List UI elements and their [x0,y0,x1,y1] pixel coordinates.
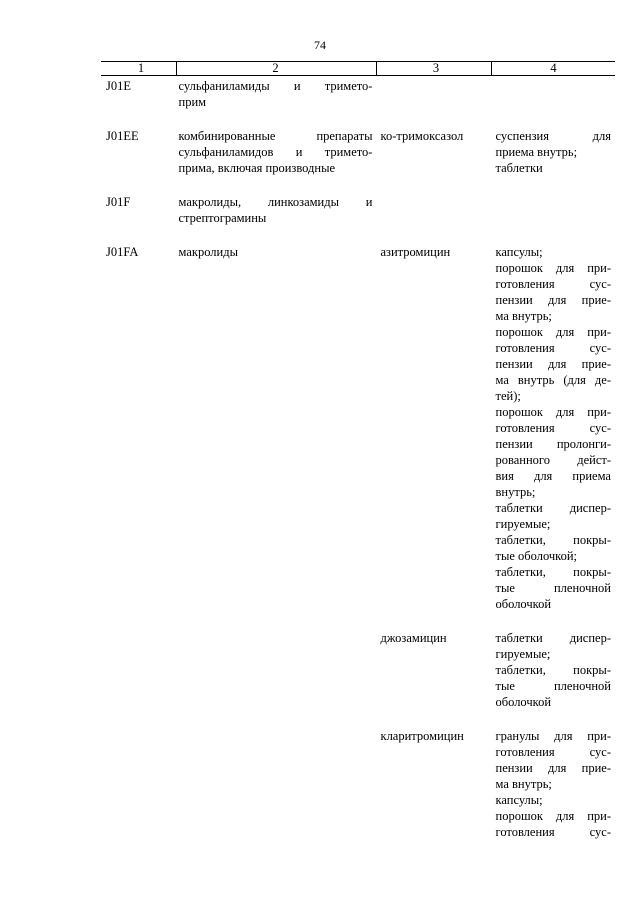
text-line [496,824,612,840]
dosage-forms-cell [492,726,616,840]
word: таблетки [495,631,543,645]
word: для [554,729,573,743]
text-line [496,500,612,516]
text-line [496,388,612,404]
word: гируемые; [495,517,551,531]
word: тей); [495,389,521,403]
word: покры- [573,533,611,547]
text-line [496,678,612,694]
word: при- [587,261,611,275]
table-row [101,76,615,111]
word: тримето- [324,79,373,93]
table-body [101,76,615,841]
word: дейст- [577,453,611,467]
text-line [179,128,373,144]
text-line [179,194,373,210]
row-spacer [101,176,615,192]
table-row [101,726,615,840]
text-line [496,532,612,548]
text-line [496,144,612,160]
word: готовления [495,421,555,435]
text-line [496,596,612,612]
table-header-row [101,62,615,76]
drug-name-cell [377,76,492,111]
word: тые [495,581,515,595]
word: диспер- [569,631,611,645]
text-line [496,128,612,144]
column-header-3: 3 [377,62,492,76]
word: рованного [495,453,550,467]
word: де- [594,373,611,387]
row-spacer [101,612,615,628]
drug-name-cell [377,192,492,226]
text-line [496,420,612,436]
word: покры- [573,663,611,677]
text-line [496,160,612,176]
atc-code-cell [101,628,177,710]
word: готовления [495,277,555,291]
word: при- [587,325,611,339]
word: прима, включая производные [178,161,336,175]
table-row [101,192,615,226]
word: сус- [589,745,611,759]
word: пленочной [553,679,611,693]
word: (для [563,373,586,387]
text-line [496,308,612,324]
text-line [496,630,612,646]
word: комбинированные [178,129,276,143]
row-spacer-cell [101,710,615,726]
word: капсулы; [495,793,543,807]
atc-group-cell [177,192,377,226]
row-spacer-cell [101,110,615,126]
column-header-1: 1 [101,62,177,76]
word: макролиды, [178,195,242,209]
word: для [592,129,611,143]
text-line [496,436,612,452]
atc-code-cell: J01E [106,79,131,93]
atc-code-cell: J01FA [106,245,139,259]
row-spacer [101,226,615,242]
word: ма внутрь; [495,777,552,791]
word: таблетки [495,161,543,175]
text-line [179,210,373,226]
row-spacer [101,710,615,726]
text-line [496,792,612,808]
word: оболочкой [495,695,552,709]
word: и [293,79,301,93]
row-spacer-cell [101,226,615,242]
text-line [496,694,612,710]
text-line [496,276,612,292]
word: тые оболочкой; [495,549,578,563]
atc-group-cell [177,76,377,111]
word: таблетки, [495,565,546,579]
text-line [496,564,612,580]
word: для [533,469,553,483]
column-header-4: 4 [492,62,616,76]
word: сус- [589,421,611,435]
word: при- [587,809,611,823]
dosage-forms-cell [492,242,616,612]
page-number: 74 [314,38,326,52]
word: таблетки, [495,663,546,677]
word: для [548,293,567,307]
word: сульфаниламидов [178,145,274,159]
word: диспер- [569,501,611,515]
text-line [496,404,612,420]
word: для [555,405,575,419]
text-line [496,548,612,564]
row-spacer-cell [101,176,615,192]
dosage-forms-cell [492,76,616,111]
word: порошок [495,809,543,823]
word: при- [587,405,611,419]
text-line [496,728,612,744]
text-line [496,244,612,260]
word: пензии [495,761,533,775]
word: суспензия [495,129,549,143]
word: пензии [495,357,533,371]
word: сус- [589,341,611,355]
word: прие- [581,357,611,371]
word: стрептограмины [178,211,267,225]
text-line [496,744,612,760]
text-line [496,776,612,792]
atc-group-cell [177,242,377,612]
word: пленочной [553,581,611,595]
text-line [496,808,612,824]
text-line [496,580,612,596]
text-line [496,340,612,356]
word: порошок [495,325,543,339]
word: вия [495,469,514,483]
word: для [548,761,567,775]
text-line [496,662,612,678]
text-line [496,516,612,532]
atc-group-cell [177,126,377,176]
word: пролонги- [556,437,611,451]
row-spacer [101,110,615,126]
word: при- [587,729,611,743]
word: для [555,809,575,823]
text-line [179,244,373,260]
word: приема [572,469,611,483]
dosage-forms-cell [492,126,616,176]
word: прим [178,95,207,109]
word: ма [495,373,509,387]
word: гируемые; [495,647,551,661]
text-line [496,356,612,372]
word: покры- [573,565,611,579]
word: линкозамиды [267,195,340,209]
dosage-forms-cell [492,192,616,226]
table-row [101,628,615,710]
text-line [496,260,612,276]
word: для [555,261,575,275]
word: гранулы [495,729,540,743]
text-line [496,292,612,308]
word: пензии [495,293,533,307]
text-line [496,372,612,388]
drug-name-cell: кларитромицин [380,729,464,743]
word: для [555,325,575,339]
drug-name-cell: азитромицин [380,245,451,259]
atc-group-cell [177,628,377,710]
text-line [179,94,373,110]
text-line [179,78,373,94]
atc-code-cell [101,726,177,840]
text-line [496,484,612,500]
word: приема внутрь; [495,145,578,159]
word: порошок [495,261,543,275]
text-line [496,468,612,484]
word: внутрь [517,373,555,387]
row-spacer-cell [101,612,615,628]
text-line [496,324,612,340]
atc-code-cell: J01EE [106,129,139,143]
table-row [101,242,615,612]
word: и [295,145,303,159]
word: готовления [495,341,555,355]
text-line [179,144,373,160]
word: прие- [581,761,611,775]
table-row [101,126,615,176]
word: сус- [589,825,611,839]
word: и [365,195,373,209]
word: тые [495,679,515,693]
word: оболочкой [495,597,552,611]
word: тримето- [324,145,373,159]
word: таблетки [495,501,543,515]
atc-group-cell [177,726,377,840]
drug-name-cell: ко-тримоксазол [380,129,464,143]
word: готовления [495,745,555,759]
text-line [496,452,612,468]
drug-name-cell: джозамицин [380,631,447,645]
word: пензии [495,437,533,451]
word: сульфаниламиды [178,79,270,93]
word: макролиды [178,245,238,259]
medicines-table [101,61,615,840]
word: ма внутрь; [495,309,552,323]
word: готовления [495,825,555,839]
atc-code-cell: J01F [106,195,131,209]
text-line [179,160,373,176]
word: препараты [316,129,373,143]
word: таблетки, [495,533,546,547]
word: прие- [581,293,611,307]
text-line [496,760,612,776]
word: внутрь; [495,485,536,499]
text-line [496,646,612,662]
column-header-2: 2 [177,62,377,76]
word: сус- [589,277,611,291]
word: капсулы; [495,245,543,259]
dosage-forms-cell [492,628,616,710]
word: порошок [495,405,543,419]
word: для [548,357,567,371]
